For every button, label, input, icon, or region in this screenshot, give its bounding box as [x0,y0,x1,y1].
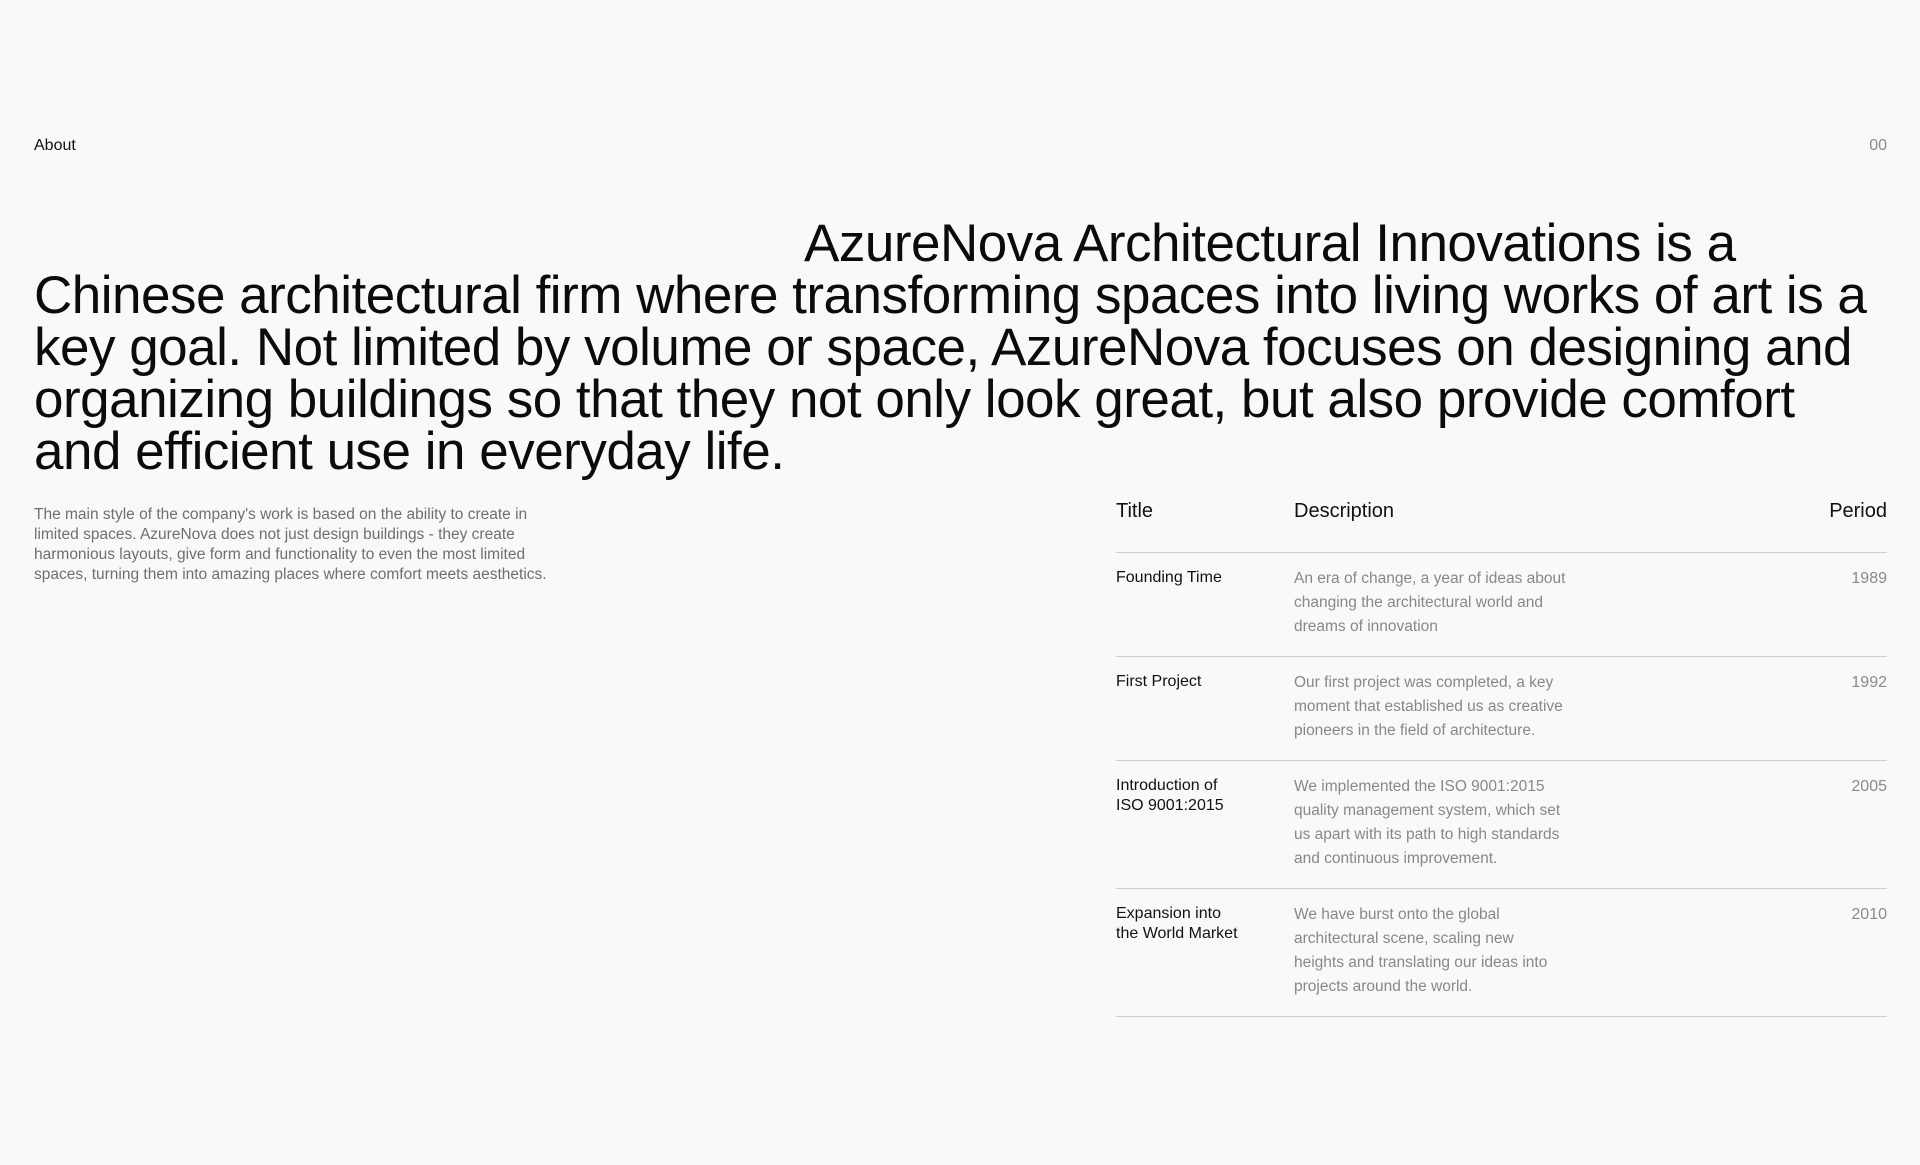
row-period: 1992 [1851,674,1887,691]
table-row [1116,761,1887,889]
table-row [1116,657,1887,761]
row-period: 2005 [1851,778,1887,795]
history-table-header [1116,500,1887,553]
row-description: We have burst onto the global architectural scene, scaling new heights and translating our ideas into projects around the world. [1294,906,1548,995]
row-period: 2010 [1851,906,1887,923]
row-title: Expansion into the World Market [1116,905,1238,942]
column-header-period: Period [1829,500,1887,522]
intro-paragraph: The main style of the company's work is based on the ability to create in limited spaces. AzureNova does not just design buildings - they create harmonious layouts, give form and functionality to even the most limited spaces, turning them into amazing places where comfort meets aesthetics. [34,506,547,583]
section-header [34,136,1887,156]
row-title: Introduction of ISO 9001:2015 [1116,777,1224,814]
row-title: Founding Time [1116,569,1222,586]
row-description: We implemented the ISO 9001:2015 quality management system, which set us apart with its path to high standards and continuous improvement. [1294,778,1561,867]
page-headline: AzureNova Architectural Innovations is a Chinese architectural firm where transforming spaces into living works of art is a key goal. Not limited by volume or space, AzureNova focuses on designing and organizing buildings so that they not only look great, but also provide comfort and efficient use in everyday life. [34,214,1867,481]
table-row [1116,553,1887,657]
history-table [1116,500,1887,1017]
row-description: Our first project was completed, a key moment that established us as creative pioneers in the field of architecture. [1294,674,1563,739]
column-header-description: Description [1294,500,1395,522]
section-index: 00 [1869,137,1887,154]
row-title: First Project [1116,673,1202,690]
section-label: About [34,137,76,154]
row-description: An era of change, a year of ideas about changing the architectural world and dreams of innovation [1294,570,1566,635]
table-row [1116,889,1887,1017]
column-header-title: Title [1116,500,1154,522]
row-period: 1989 [1851,570,1887,587]
